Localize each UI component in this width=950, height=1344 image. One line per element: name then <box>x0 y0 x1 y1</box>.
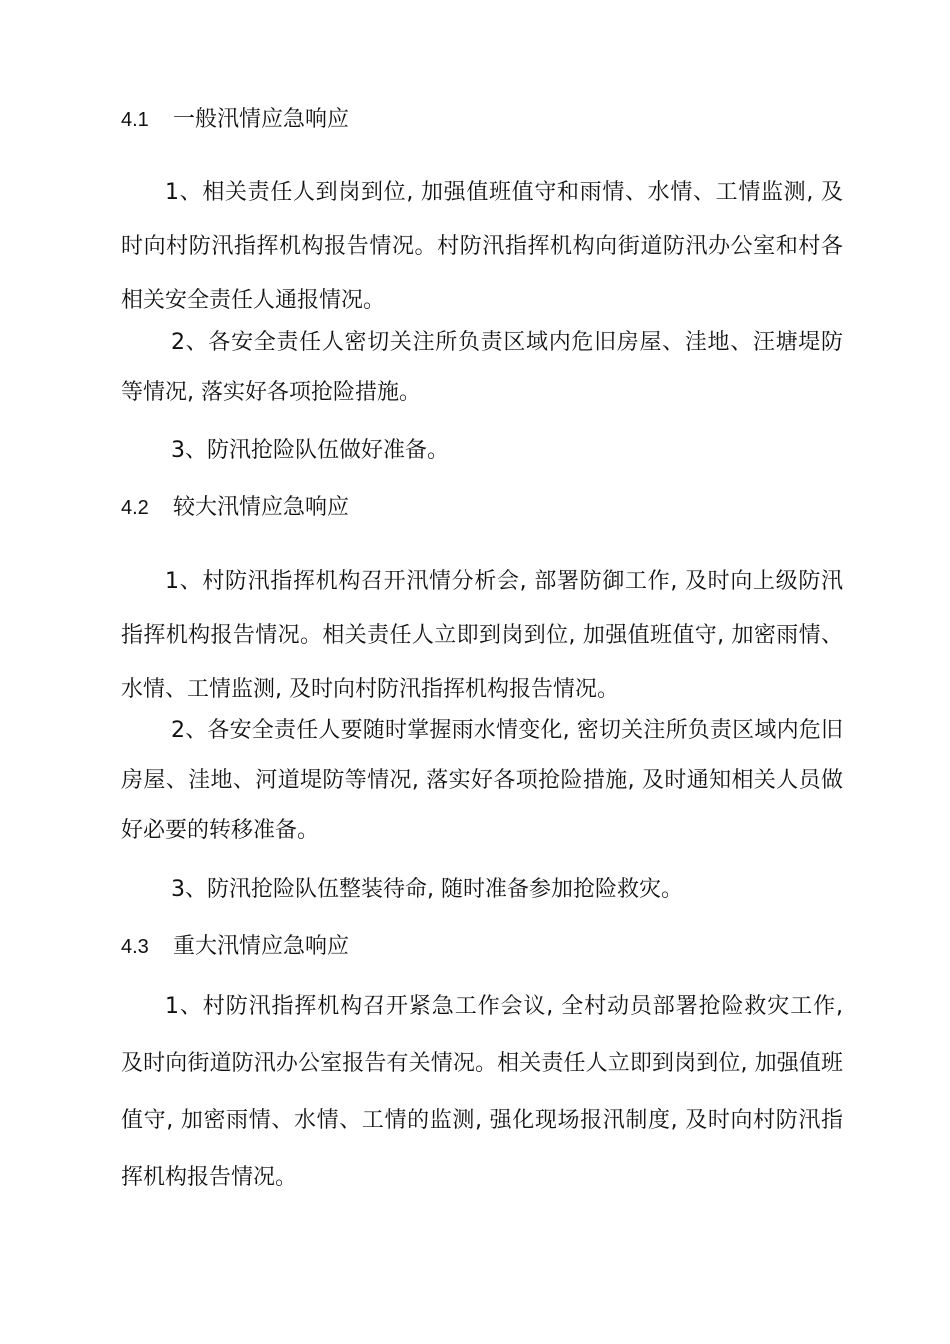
paragraph: 1、村防汛指挥机构召开紧急工作会议, 全村动员部署抢险救灾工作, 及时向街道防汛办公室报告有关情况。相关责任人立即到岗到位, 加强值班值守, 加密雨情、水情、工情的监测, 强化现场报汛制度, 及时向村防汛指挥机构报告情况。 <box>121 994 843 1190</box>
section-heading <box>121 493 349 523</box>
section-number: 4.3 <box>121 936 149 958</box>
paragraph: 2、各安全责任人要随时掌握雨水情变化, 密切关注所负责区域内危旧房屋、洼地、河道堤防等情况, 落实好各项抢险措施, 及时通知相关人员做好必要的转移准备。 <box>121 718 843 843</box>
paragraph: 3、防汛抢险队伍整装待命, 随时准备参加抢险救灾。 <box>171 877 683 902</box>
section-title: 重大汛情应急响应 <box>173 934 350 959</box>
paragraph: 1、相关责任人到岗到位, 加强值班值守和雨情、水情、工情监测, 及时向村防汛指挥机构报告情况。村防汛指挥机构向街道防汛办公室和村各相关安全责任人通报情况。 <box>121 180 843 313</box>
section-heading <box>121 932 349 962</box>
section-title: 一般汛情应急响应 <box>173 107 350 132</box>
section-number: 4.1 <box>121 109 149 131</box>
section-title: 较大汛情应急响应 <box>173 495 350 520</box>
section-number: 4.2 <box>121 497 149 519</box>
section-heading <box>121 105 349 135</box>
paragraph: 1、村防汛指挥机构召开汛情分析会, 部署防御工作, 及时向上级防汛指挥机构报告情况。相关责任人立即到岗到位, 加强值班值守, 加密雨情、水情、工情监测, 及时向村防汛指挥机构报告情况。 <box>121 569 843 702</box>
paragraph: 3、防汛抢险队伍做好准备。 <box>171 438 449 463</box>
paragraph: 2、各安全责任人密切关注所负责区域内危旧房屋、洼地、汪塘堤防等情况, 落实好各项抢险措施。 <box>121 330 843 405</box>
